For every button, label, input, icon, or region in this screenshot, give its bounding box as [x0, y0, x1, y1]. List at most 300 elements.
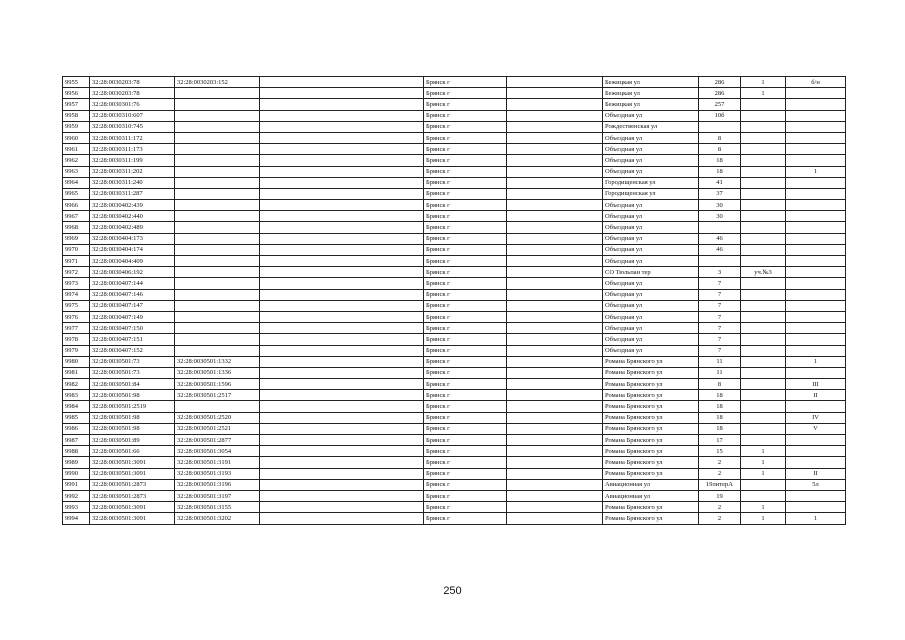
cell-num: 9963 — [63, 166, 90, 177]
cell-cad2 — [175, 256, 260, 267]
cell-city: Брянск г — [424, 177, 507, 188]
table-row — [63, 155, 846, 166]
cell-blank2 — [507, 401, 603, 412]
cell-blank1 — [260, 300, 424, 311]
cell-extra — [786, 110, 846, 121]
cell-house: 30 — [699, 211, 741, 222]
cell-part — [741, 379, 786, 390]
table-row — [63, 77, 846, 88]
table-row — [63, 188, 846, 199]
cell-extra — [786, 267, 846, 278]
cell-num: 9961 — [63, 144, 90, 155]
cell-cad1: 32:28:0030311:172 — [90, 132, 175, 143]
cell-part — [741, 177, 786, 188]
cell-cad1: 32:28:0030402:489 — [90, 222, 175, 233]
cell-extra — [786, 155, 846, 166]
cell-street: Городищенская ул — [603, 177, 699, 188]
cell-extra: II — [786, 390, 846, 401]
cell-city: Брянск г — [424, 446, 507, 457]
cell-num: 9976 — [63, 311, 90, 322]
cell-street: Объездная ул — [603, 244, 699, 255]
cell-city: Брянск г — [424, 423, 507, 434]
page-number: 250 — [443, 585, 462, 597]
cell-blank2 — [507, 188, 603, 199]
cell-cad1: 32:28:0030501:2873 — [90, 490, 175, 501]
cell-street: Объездная ул — [603, 200, 699, 211]
cell-street: Объездная ул — [603, 278, 699, 289]
table-row — [63, 132, 846, 143]
cell-num: 9960 — [63, 132, 90, 143]
cell-extra — [786, 457, 846, 468]
cell-cad2 — [175, 144, 260, 155]
cell-cad1: 32:28:0030501:3091 — [90, 502, 175, 513]
cell-blank1 — [260, 423, 424, 434]
cell-street: Объездная ул — [603, 323, 699, 334]
cell-cad1: 32:28:0030407:151 — [90, 334, 175, 345]
cell-blank2 — [507, 278, 603, 289]
cell-part — [741, 435, 786, 446]
cell-blank2 — [507, 334, 603, 345]
cell-street: Романа Брянского ул — [603, 401, 699, 412]
cell-part — [741, 289, 786, 300]
cell-num: 9986 — [63, 423, 90, 434]
cell-num: 9990 — [63, 468, 90, 479]
cell-cad1: 32:28:0030311:173 — [90, 144, 175, 155]
cell-cad2: 32:28:0030501:3193 — [175, 468, 260, 479]
cell-num: 9982 — [63, 379, 90, 390]
cell-city: Брянск г — [424, 490, 507, 501]
cell-cad1: 32:28:0030501:73 — [90, 356, 175, 367]
cell-cad1: 32:28:0030501:3091 — [90, 457, 175, 468]
table-row — [63, 502, 846, 513]
cell-city: Брянск г — [424, 211, 507, 222]
cell-street: Бежицкая ул — [603, 99, 699, 110]
cell-blank2 — [507, 446, 603, 457]
cell-cad1: 32:28:0030407:146 — [90, 289, 175, 300]
cell-part: 1 — [741, 77, 786, 88]
cell-house: 257 — [699, 99, 741, 110]
cell-cad2: 32:28:0030501:1596 — [175, 379, 260, 390]
cell-blank1 — [260, 435, 424, 446]
cell-blank2 — [507, 110, 603, 121]
cell-part — [741, 334, 786, 345]
table-row — [63, 446, 846, 457]
cell-part — [741, 356, 786, 367]
cell-num: 9979 — [63, 345, 90, 356]
cell-part — [741, 144, 786, 155]
cell-city: Брянск г — [424, 479, 507, 490]
cell-num: 9978 — [63, 334, 90, 345]
cell-city: Брянск г — [424, 412, 507, 423]
cell-cad1: 32:28:0030501:2519 — [90, 401, 175, 412]
cell-blank2 — [507, 144, 603, 155]
cell-cad2: 32:28:0030501:2517 — [175, 390, 260, 401]
cell-house: 7 — [699, 278, 741, 289]
cell-extra — [786, 300, 846, 311]
cell-blank1 — [260, 177, 424, 188]
cell-part — [741, 99, 786, 110]
cell-part — [741, 211, 786, 222]
cell-num: 9984 — [63, 401, 90, 412]
cell-part — [741, 110, 786, 121]
cell-num: 9958 — [63, 110, 90, 121]
cell-cad2: 32:28:0030501:3202 — [175, 513, 260, 524]
cell-blank1 — [260, 390, 424, 401]
cell-cad1: 32:28:0030501:66 — [90, 446, 175, 457]
cell-house: 286 — [699, 77, 741, 88]
cell-cad1: 32:28:0030501:89 — [90, 435, 175, 446]
cell-cad1: 32:28:0030402:439 — [90, 200, 175, 211]
cell-cad2 — [175, 244, 260, 255]
cell-extra — [786, 144, 846, 155]
cell-house: 286 — [699, 88, 741, 99]
cell-part — [741, 311, 786, 322]
cell-city: Брянск г — [424, 379, 507, 390]
cell-num: 9977 — [63, 323, 90, 334]
cell-extra: III — [786, 379, 846, 390]
cell-part: 1 — [741, 446, 786, 457]
cell-city: Брянск г — [424, 345, 507, 356]
cell-num: 9983 — [63, 390, 90, 401]
cell-street: Рождественская ул — [603, 121, 699, 132]
cell-blank2 — [507, 390, 603, 401]
cell-part — [741, 479, 786, 490]
cell-house: 18 — [699, 390, 741, 401]
cell-house — [699, 121, 741, 132]
cell-extra — [786, 222, 846, 233]
cell-blank2 — [507, 423, 603, 434]
cell-blank2 — [507, 300, 603, 311]
cell-house: 10б — [699, 110, 741, 121]
cell-num: 9968 — [63, 222, 90, 233]
table-row — [63, 110, 846, 121]
cell-extra — [786, 289, 846, 300]
cell-extra — [786, 278, 846, 289]
cell-city: Брянск г — [424, 390, 507, 401]
table-row — [63, 401, 846, 412]
table-row — [63, 177, 846, 188]
cell-blank1 — [260, 334, 424, 345]
cell-house: 41 — [699, 177, 741, 188]
cell-extra — [786, 211, 846, 222]
cell-cad1: 32:28:0030406:192 — [90, 267, 175, 278]
cell-street: Романа Брянского ул — [603, 468, 699, 479]
cell-blank1 — [260, 345, 424, 356]
cell-blank1 — [260, 144, 424, 155]
cell-blank1 — [260, 233, 424, 244]
cell-house: 2 — [699, 502, 741, 513]
cell-house: 7 — [699, 345, 741, 356]
cell-blank1 — [260, 200, 424, 211]
cell-num: 9956 — [63, 88, 90, 99]
cell-extra — [786, 233, 846, 244]
cell-house: 18 — [699, 155, 741, 166]
cell-house: 7 — [699, 311, 741, 322]
cell-house — [699, 256, 741, 267]
cell-street: Бежицкая ул — [603, 77, 699, 88]
cell-cad1: 32:28:0030311:287 — [90, 188, 175, 199]
table-row — [63, 513, 846, 524]
cell-cad1: 32:28:0030501:84 — [90, 379, 175, 390]
cell-extra — [786, 435, 846, 446]
cell-blank1 — [260, 379, 424, 390]
cell-city: Брянск г — [424, 401, 507, 412]
cell-cad2 — [175, 200, 260, 211]
cell-blank1 — [260, 121, 424, 132]
cell-blank2 — [507, 155, 603, 166]
cell-part — [741, 244, 786, 255]
cell-blank2 — [507, 345, 603, 356]
cell-blank1 — [260, 166, 424, 177]
table-row — [63, 457, 846, 468]
cell-cad2: 32:28:0030501:2877 — [175, 435, 260, 446]
cell-cad2 — [175, 211, 260, 222]
cell-street: Романа Брянского ул — [603, 502, 699, 513]
cell-part — [741, 423, 786, 434]
cell-part: уч.№3 — [741, 267, 786, 278]
cell-num: 9970 — [63, 244, 90, 255]
cell-city: Брянск г — [424, 457, 507, 468]
cell-blank2 — [507, 166, 603, 177]
cell-street: Городищенская ул — [603, 188, 699, 199]
cell-street: Авиационная ул — [603, 479, 699, 490]
cell-blank2 — [507, 379, 603, 390]
cell-cad1: 32:28:0030501:98 — [90, 412, 175, 423]
cell-street: Объездная ул — [603, 300, 699, 311]
cell-part — [741, 166, 786, 177]
table-row — [63, 121, 846, 132]
cell-cad1: 32:28:0030311:240 — [90, 177, 175, 188]
table-row — [63, 256, 846, 267]
cell-blank2 — [507, 356, 603, 367]
cell-cad1: 32:28:0030310:607 — [90, 110, 175, 121]
cell-extra: 1 — [786, 356, 846, 367]
cell-city: Брянск г — [424, 244, 507, 255]
cell-cad2 — [175, 334, 260, 345]
cell-city: Брянск г — [424, 155, 507, 166]
cell-extra — [786, 121, 846, 132]
cell-city: Брянск г — [424, 267, 507, 278]
cell-blank1 — [260, 401, 424, 412]
cell-cad1: 32:28:0030402:440 — [90, 211, 175, 222]
table-row — [63, 334, 846, 345]
table-row — [63, 367, 846, 378]
cell-street: Объездная ул — [603, 289, 699, 300]
cell-num: 9980 — [63, 356, 90, 367]
cell-extra — [786, 334, 846, 345]
cell-blank1 — [260, 513, 424, 524]
cell-house: 30 — [699, 200, 741, 211]
cell-blank2 — [507, 99, 603, 110]
cell-street: Объездная ул — [603, 144, 699, 155]
cell-extra: 1 — [786, 166, 846, 177]
cell-house: 18 — [699, 423, 741, 434]
cell-extra — [786, 323, 846, 334]
cell-cad2: 32:28:0030501:3197 — [175, 490, 260, 501]
cell-num: 9955 — [63, 77, 90, 88]
cell-cad1: 32:28:0030407:149 — [90, 311, 175, 322]
cell-part — [741, 233, 786, 244]
cell-num: 9988 — [63, 446, 90, 457]
cell-house: 3 — [699, 267, 741, 278]
cell-blank1 — [260, 367, 424, 378]
table-row — [63, 323, 846, 334]
cell-cad1: 32:28:0030501:98 — [90, 423, 175, 434]
cell-cad1: 32:28:0030407:152 — [90, 345, 175, 356]
cell-house: 46 — [699, 244, 741, 255]
cell-blank2 — [507, 490, 603, 501]
cell-num: 9965 — [63, 188, 90, 199]
cell-city: Брянск г — [424, 110, 507, 121]
cell-part — [741, 490, 786, 501]
cell-cad1: 32:28:0030203:78 — [90, 77, 175, 88]
cell-cad1: 32:28:0030501:3091 — [90, 468, 175, 479]
cell-blank1 — [260, 311, 424, 322]
cell-house: 2 — [699, 513, 741, 524]
cell-part — [741, 300, 786, 311]
cell-cad2: 32:28:0030501:1336 — [175, 367, 260, 378]
cell-street: Объездная ул — [603, 211, 699, 222]
cell-cad2: 32:28:0030501:1332 — [175, 356, 260, 367]
cell-blank1 — [260, 490, 424, 501]
cell-blank2 — [507, 457, 603, 468]
cell-blank2 — [507, 502, 603, 513]
cell-street: Романа Брянского ул — [603, 446, 699, 457]
cell-city: Брянск г — [424, 188, 507, 199]
cell-cad2 — [175, 132, 260, 143]
cell-city: Брянск г — [424, 256, 507, 267]
table-row — [63, 211, 846, 222]
cell-street: Романа Брянского ул — [603, 390, 699, 401]
cell-house: 15 — [699, 446, 741, 457]
cell-blank1 — [260, 278, 424, 289]
cell-house: 17 — [699, 435, 741, 446]
cell-extra — [786, 311, 846, 322]
cell-city: Брянск г — [424, 356, 507, 367]
cell-extra — [786, 132, 846, 143]
table-row — [63, 222, 846, 233]
cell-city: Брянск г — [424, 121, 507, 132]
cell-part — [741, 121, 786, 132]
cell-cad2 — [175, 278, 260, 289]
registry-table — [62, 76, 846, 525]
cell-house: 7 — [699, 334, 741, 345]
cell-blank2 — [507, 211, 603, 222]
cell-blank1 — [260, 502, 424, 513]
cell-part — [741, 256, 786, 267]
cell-extra: IV — [786, 412, 846, 423]
cell-street: Объездная ул — [603, 222, 699, 233]
cell-city: Брянск г — [424, 166, 507, 177]
cell-house: 19литерА — [699, 479, 741, 490]
cell-city: Брянск г — [424, 278, 507, 289]
cell-extra: 5л — [786, 479, 846, 490]
cell-blank1 — [260, 211, 424, 222]
cell-num: 9957 — [63, 99, 90, 110]
cell-cad2 — [175, 345, 260, 356]
cell-num: 9962 — [63, 155, 90, 166]
cell-street: Романа Брянского ул — [603, 513, 699, 524]
cell-street: Романа Брянского ул — [603, 423, 699, 434]
cell-num: 9987 — [63, 435, 90, 446]
cell-cad2 — [175, 110, 260, 121]
cell-blank2 — [507, 311, 603, 322]
table-row — [63, 267, 846, 278]
cell-street: Авиационная ул — [603, 490, 699, 501]
cell-city: Брянск г — [424, 222, 507, 233]
cell-city: Брянск г — [424, 367, 507, 378]
cell-blank2 — [507, 513, 603, 524]
cell-blank2 — [507, 88, 603, 99]
table-row — [63, 412, 846, 423]
cell-cad2 — [175, 121, 260, 132]
cell-num: 9993 — [63, 502, 90, 513]
cell-cad2: 32:28:0030501:2520 — [175, 412, 260, 423]
cell-part — [741, 222, 786, 233]
cell-city: Брянск г — [424, 233, 507, 244]
cell-cad2: 32:28:0030501:3191 — [175, 457, 260, 468]
cell-cad2 — [175, 401, 260, 412]
table-row — [63, 200, 846, 211]
cell-cad1: 32:28:0030404:174 — [90, 244, 175, 255]
table-row — [63, 144, 846, 155]
cell-blank1 — [260, 155, 424, 166]
cell-street: СО Тюльпан тер — [603, 267, 699, 278]
cell-part: 1 — [741, 513, 786, 524]
cell-extra: 1 — [786, 513, 846, 524]
cell-blank1 — [260, 323, 424, 334]
cell-city: Брянск г — [424, 289, 507, 300]
cell-blank1 — [260, 412, 424, 423]
cell-cad1: 32:28:0030501:3091 — [90, 513, 175, 524]
cell-house: 11 — [699, 356, 741, 367]
table-row — [63, 233, 846, 244]
cell-extra — [786, 401, 846, 412]
cell-street: Романа Брянского ул — [603, 356, 699, 367]
table-row — [63, 244, 846, 255]
cell-part: 1 — [741, 88, 786, 99]
cell-street: Объездная ул — [603, 345, 699, 356]
cell-blank2 — [507, 367, 603, 378]
table-row — [63, 311, 846, 322]
cell-house: 8 — [699, 144, 741, 155]
cell-house: 7 — [699, 300, 741, 311]
table-body — [63, 77, 846, 525]
cell-extra — [786, 256, 846, 267]
cell-cad2 — [175, 222, 260, 233]
cell-street: Объездная ул — [603, 132, 699, 143]
cell-extra — [786, 188, 846, 199]
cell-blank2 — [507, 289, 603, 300]
cell-extra — [786, 502, 846, 513]
cell-cad2 — [175, 166, 260, 177]
cell-cad1: 32:28:0030501:73 — [90, 367, 175, 378]
cell-part: 1 — [741, 468, 786, 479]
cell-num: 9972 — [63, 267, 90, 278]
cell-city: Брянск г — [424, 468, 507, 479]
cell-cad2: 32:28:0030501:3196 — [175, 479, 260, 490]
cell-house — [699, 222, 741, 233]
table-row — [63, 356, 846, 367]
cell-num: 9991 — [63, 479, 90, 490]
cell-blank1 — [260, 457, 424, 468]
cell-blank1 — [260, 446, 424, 457]
cell-cad2: 32:28:0030501:2521 — [175, 423, 260, 434]
cell-blank2 — [507, 323, 603, 334]
cell-street: Романа Брянского ул — [603, 412, 699, 423]
cell-num: 9975 — [63, 300, 90, 311]
cell-cad2 — [175, 155, 260, 166]
